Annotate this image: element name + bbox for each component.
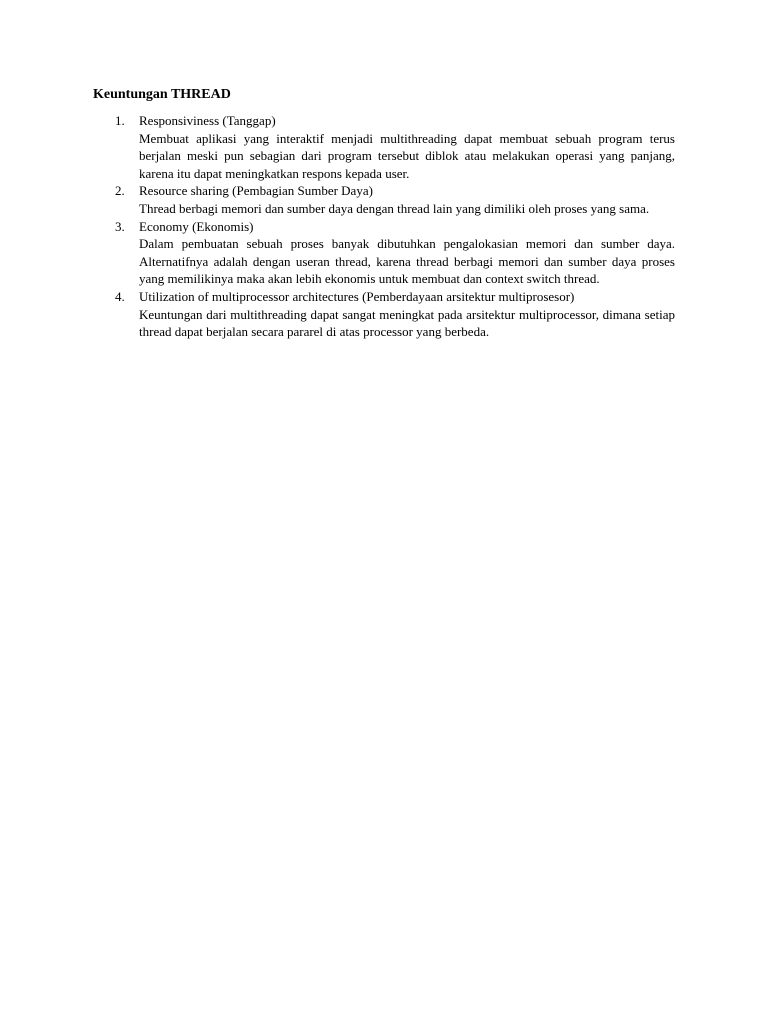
item-body: Membuat aplikasi yang interaktif menjadi multithreading dapat membuat sebuah program terus berjalan meski pun sebagian dari program tersebut diblok atau melakukan operasi yang panjang, karena itu dapat meningkatkan respons kepada user. — [139, 130, 675, 181]
item-body: Thread berbagi memori dan sumber daya dengan thread lain yang dimiliki oleh proses yang sama. — [139, 200, 650, 216]
item-body: Keuntungan dari multithreading dapat sangat meningkat pada arsitektur multiprocessor, dimana setiap thread dapat berjalan secara pararel di atas processor yang berbeda. — [139, 306, 675, 340]
item-heading: Resource sharing (Pembagian Sumber Daya) — [139, 183, 373, 199]
item-heading: Responsiviness (Tanggap) — [139, 113, 276, 128]
list-number: 3. — [115, 218, 125, 234]
list-item — [93, 182, 675, 217]
list-item — [93, 218, 675, 288]
advantages-list — [93, 112, 675, 341]
item-heading: Utilization of multiprocessor architectures (Pemberdayaan arsitektur multiprosesor) — [139, 288, 575, 304]
list-item — [93, 112, 675, 182]
list-number: 1. — [115, 113, 125, 128]
item-heading: Economy (Ekonomis) — [139, 218, 254, 234]
item-body: Dalam pembuatan sebuah proses banyak dibutuhkan pengalokasian memori dan sumber daya. Alternatifnya adalah dengan useran thread, karena thread berbagi memori dan sumber daya proses yang memilikinya maka akan lebih ekonomis untuk membuat dan context switch thread. — [139, 236, 675, 287]
document-page — [93, 86, 675, 341]
list-item — [93, 288, 675, 341]
list-number: 2. — [115, 183, 125, 199]
list-number: 4. — [115, 288, 125, 304]
document-title: Keuntungan THREAD — [93, 87, 231, 102]
